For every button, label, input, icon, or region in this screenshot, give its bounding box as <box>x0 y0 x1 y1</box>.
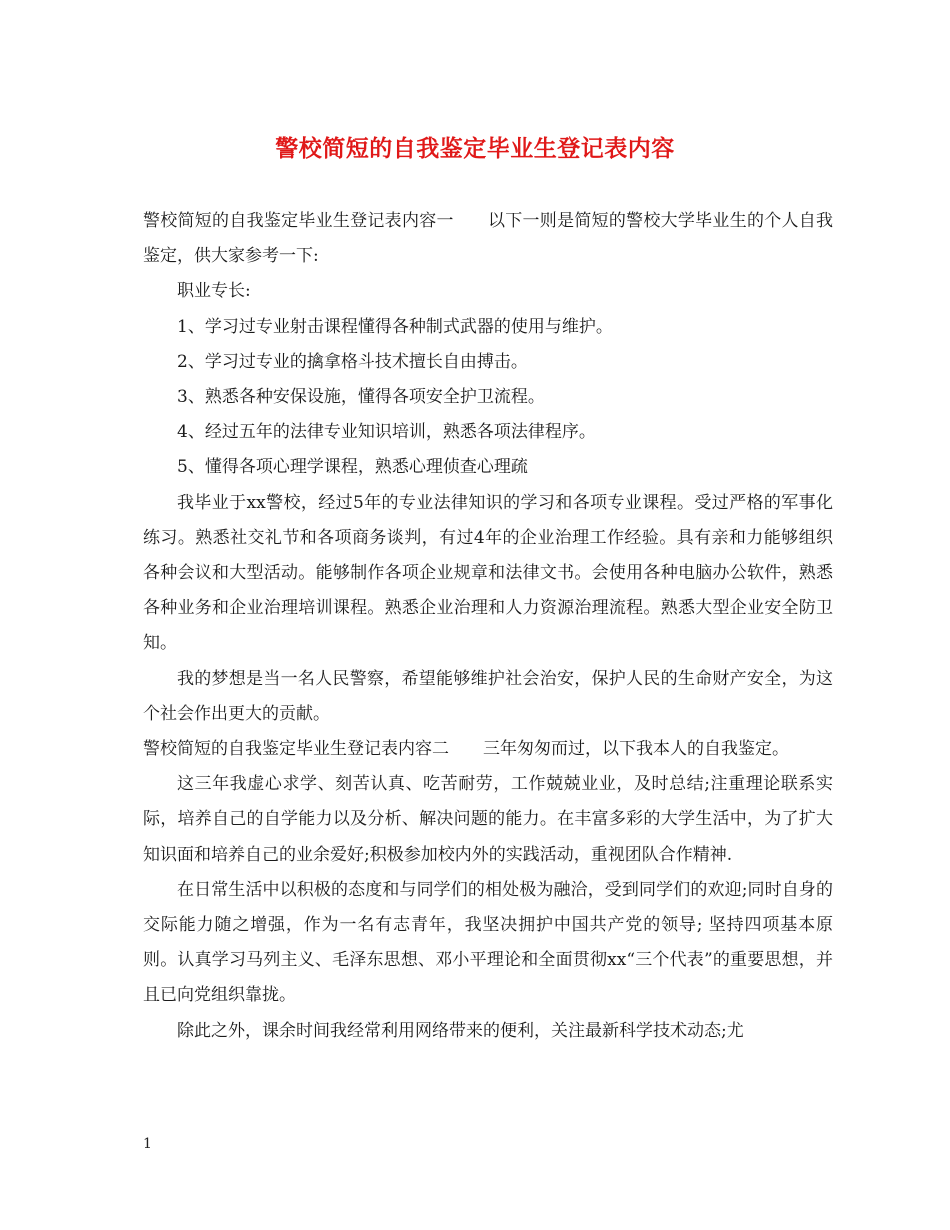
daily-life-paragraph: 在日常生活中以积极的态度和与同学们的相处极为融洽，受到同学们的欢迎;同时自身的交际能力随之增强，作为一名有志青年，我坚决拥护中国共产党的领导; 坚持四项基本原则。认真学习马列主义、毛泽东思想、邓小平理论和全面贯彻xx“三个代表”的重要思想，并且已向党组织靠拢。 <box>143 879 833 1006</box>
page-number: 1 <box>143 1136 152 1152</box>
section-one-heading: 警校简短的自我鉴定毕业生登记表内容一 <box>143 211 454 231</box>
document-title: 警校简短的自我鉴定毕业生登记表内容 <box>275 135 675 162</box>
graduation-paragraph: 我毕业于xx警校，经过5年的专业法律知识的学习和各项专业课程。受过严格的军事化练习。熟悉社交礼节和各项商务谈判，有过4年的企业治理工作经验。具有亲和力能够组织各种会议和大型活动。能够制作各项企业规章和法律文书。会使用各种电脑办公软件，熟悉各种业务和企业治理培训课程。熟悉企业治理和人力资源治理流程。熟悉大型企业安全防卫知。 <box>143 492 833 654</box>
specialty-item-5: 5、懂得各项心理学课程，熟悉心理侦查心理疏 <box>177 457 528 478</box>
study-paragraph: 这三年我虚心求学、刻苦认真、吃苦耐劳，工作兢兢业业，及时总结;注重理论联系实际，培养自己的自学能力以及分析、解决问题的能力。在丰富多彩的大学生活中，为了扩大知识面和培养自己的业余爱好;积极参加校内外的实践活动，重视团队合作精神. <box>143 774 833 865</box>
section-two-intro-paragraph <box>143 732 833 767</box>
specialty-item-2: 2、学习过专业的擒拿格斗技术擅长自由搏击。 <box>177 351 528 372</box>
section-two-heading: 警校简短的自我鉴定毕业生登记表内容二 <box>143 739 449 760</box>
specialty-item-1: 1、学习过专业射击课程懂得各种制式武器的使用与维护。 <box>177 316 613 337</box>
document-body <box>143 204 833 1049</box>
specialty-label: 职业专长: <box>177 281 251 302</box>
besides-paragraph: 除此之外，课余时间我经常利用网络带来的便利，关注最新科学技术动态;尤 <box>177 1020 744 1041</box>
section-one-intro-paragraph <box>143 204 833 274</box>
specialty-item-4: 4、经过五年的法律专业知识培训，熟悉各项法律程序。 <box>177 422 596 443</box>
specialty-item-3: 3、熟悉各种安保设施，懂得各项安全护卫流程。 <box>177 387 545 408</box>
dream-paragraph: 我的梦想是当一名人民警察，希望能够维护社会治安，保护人民的生命财产安全，为这个社会作出更大的贡献。 <box>143 668 833 724</box>
section-one-intro: 以下一则是简短的警校大学毕业生的个人自我鉴定，供大家参考一下: <box>143 211 834 267</box>
section-two-intro: 三年匆匆而过，以下我本人的自我鉴定。 <box>483 739 789 760</box>
